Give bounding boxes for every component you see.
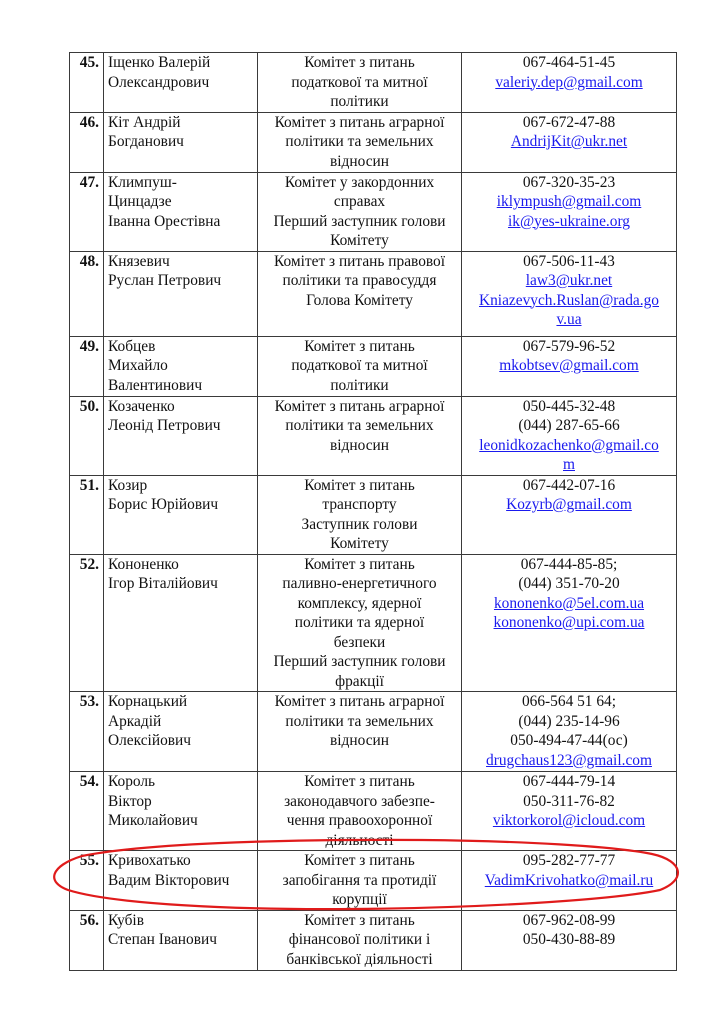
email-link[interactable]: drugchaus123@gmail.com xyxy=(486,751,652,769)
deputy-name xyxy=(104,112,258,172)
committee-line: політики та ядерної xyxy=(294,614,425,631)
committee-line: Комітет з питань xyxy=(304,476,415,494)
phone: 050-445-32-48 xyxy=(522,397,616,415)
committee-line: Перший заступник голови xyxy=(273,212,446,230)
row-number: 49. xyxy=(70,336,104,396)
email-link[interactable]: iklympush@gmail.com xyxy=(496,193,642,210)
name-line: Миколайович xyxy=(108,812,198,829)
name-line: Кривохатько xyxy=(108,852,191,869)
email-link[interactable]: viktorkorol@icloud.com xyxy=(492,812,646,829)
name-line: Король xyxy=(108,773,156,790)
email-link[interactable]: valeriy.dep@gmail.com xyxy=(495,73,643,91)
committee-line: фракції xyxy=(335,672,384,690)
name-line: Кіт Андрій xyxy=(108,113,181,131)
committee-line: транспорту xyxy=(322,496,397,513)
committee-line: Комітет з питань xyxy=(304,911,415,929)
name-line: Кобцев xyxy=(108,337,156,355)
contacts xyxy=(462,851,677,911)
committee-line: відносин xyxy=(330,436,389,454)
phone: 067-464-51-45 xyxy=(522,54,616,71)
email-link[interactable]: AndrijKit@ukr.net xyxy=(510,133,628,150)
committee-line: Комітет з питань аграрної xyxy=(274,113,445,131)
row-number: 56. xyxy=(70,910,104,970)
name-line: Борис Юрійович xyxy=(108,496,219,513)
row-number: 50. xyxy=(70,396,104,475)
committee-line: політики та земельних xyxy=(285,417,434,434)
committee xyxy=(258,772,462,851)
contacts xyxy=(462,251,677,336)
committee-line: політики та земельних xyxy=(285,133,434,150)
phone: 067-442-07-16 xyxy=(522,476,616,494)
phone: 067-962-08-99 xyxy=(522,911,616,929)
name-line: Климпуш- xyxy=(108,173,177,191)
committee-line: відносин xyxy=(330,732,389,749)
committee xyxy=(258,251,462,336)
table-row xyxy=(70,910,677,970)
name-line: Аркадій xyxy=(108,712,162,730)
contacts xyxy=(462,53,677,113)
email-link-continuation[interactable]: v.ua xyxy=(556,311,582,328)
committee-line: Перший заступник голови xyxy=(273,653,446,670)
committee-line: Комітет з питань xyxy=(304,54,415,71)
contacts xyxy=(462,772,677,851)
phone: (044) 351-70-20 xyxy=(518,575,620,592)
deputy-name xyxy=(104,172,258,251)
contacts xyxy=(462,172,677,251)
phone: 050-311-76-82 xyxy=(523,792,615,810)
email-link[interactable]: law3@ukr.net xyxy=(525,272,613,289)
row-number: 54. xyxy=(70,772,104,851)
deputy-name xyxy=(104,53,258,113)
name-line: Руслан Петрович xyxy=(108,272,222,289)
name-line: Корнацький xyxy=(108,693,188,710)
name-line: Князевич xyxy=(108,252,170,270)
committee-line: законодавчого забезпе- xyxy=(284,792,435,810)
committee-line: Комітету xyxy=(330,232,389,249)
name-line: Кубів xyxy=(108,911,144,929)
committee-line: діяльності xyxy=(325,831,394,849)
phone: 050-494-47-44(ос) xyxy=(510,732,628,749)
table-row xyxy=(70,112,677,172)
deputy-name xyxy=(104,251,258,336)
email-link[interactable]: Kniazevych.Ruslan@rada.go xyxy=(479,291,659,309)
email-link[interactable]: mkobtsev@gmail.com xyxy=(499,357,639,374)
deputy-name xyxy=(104,851,258,911)
name-line: Вадим Вікторович xyxy=(108,871,230,889)
deputy-name xyxy=(104,554,258,692)
deputy-name xyxy=(104,772,258,851)
deputy-name xyxy=(104,910,258,970)
committee xyxy=(258,172,462,251)
committee-line: Комітет з питань xyxy=(304,773,415,790)
phone: 067-579-96-52 xyxy=(522,337,616,355)
committee xyxy=(258,851,462,911)
email-link[interactable]: kononenko@upi.com.ua xyxy=(493,614,645,631)
committee xyxy=(258,475,462,554)
name-line: Валентинович xyxy=(108,376,203,394)
committee-line: фінансової політики і xyxy=(288,931,431,948)
phone: (044) 287-65-66 xyxy=(518,417,620,434)
committee-line: справах xyxy=(333,193,386,210)
row-number: 53. xyxy=(70,692,104,772)
email-link[interactable]: ik@yes-ukraine.org xyxy=(507,212,631,230)
table-row xyxy=(70,172,677,251)
committee-line: Комітет з питань xyxy=(304,852,415,869)
row-number: 45. xyxy=(70,53,104,113)
row-number: 52. xyxy=(70,554,104,692)
committee xyxy=(258,53,462,113)
contacts xyxy=(462,475,677,554)
phone: 050-430-88-89 xyxy=(522,931,616,948)
row-number: 47. xyxy=(70,172,104,251)
committee-line: чення правоохоронної xyxy=(286,812,433,829)
contacts xyxy=(462,112,677,172)
committee-line: політики xyxy=(330,93,389,110)
committee xyxy=(258,554,462,692)
phone: 067-506-11-43 xyxy=(523,252,615,270)
committee-line: податкової та митної xyxy=(291,73,428,91)
committee-line: паливно-енергетичного xyxy=(282,575,437,592)
row-number: 48. xyxy=(70,251,104,336)
committee-line: політики та правосуддя xyxy=(282,272,437,289)
committee-line: банківської діяльності xyxy=(286,950,433,968)
committee-line: відносин xyxy=(330,152,389,170)
name-line: Олександрович xyxy=(108,73,210,91)
committee-line: Комітету xyxy=(330,535,389,552)
phone: 067-320-35-23 xyxy=(522,173,616,191)
committee-line: Заступник голови xyxy=(301,515,418,533)
row-number: 55. xyxy=(70,851,104,911)
committee-line: політики xyxy=(330,376,389,394)
contacts xyxy=(462,336,677,396)
contacts xyxy=(462,396,677,475)
table-row xyxy=(70,475,677,554)
committee xyxy=(258,112,462,172)
deputy-name xyxy=(104,396,258,475)
deputy-name xyxy=(104,475,258,554)
committee-line: податкової та митної xyxy=(291,357,428,374)
name-line: Михайло xyxy=(108,357,168,374)
phone: 067-444-85-85; xyxy=(520,555,618,573)
name-line: Козир xyxy=(108,476,148,494)
table-row xyxy=(70,692,677,772)
name-line: Ігор Віталійович xyxy=(108,575,218,592)
email-link[interactable]: VadimKrivohatko@mail.ru xyxy=(484,871,654,889)
committee-line: Комітет з питань xyxy=(304,337,415,355)
deputy-name xyxy=(104,336,258,396)
committee-line: комплексу, ядерної xyxy=(297,594,422,612)
name-line: Богданович xyxy=(108,133,184,150)
name-line: Іщенко Валерій xyxy=(108,54,211,71)
email-link[interactable]: leonidkozachenko@gmail.co xyxy=(479,436,659,454)
committee-line: Комітет з питань правової xyxy=(273,252,446,270)
name-line: Олексійович xyxy=(108,732,192,749)
committee xyxy=(258,336,462,396)
table-row-highlighted xyxy=(70,851,677,911)
committee-line: корупції xyxy=(332,891,387,908)
name-line: Цинцадзе xyxy=(108,193,172,210)
email-link-continuation[interactable]: m xyxy=(563,456,575,473)
committee-line: Комітет з питань xyxy=(304,555,415,573)
phone: (044) 235-14-96 xyxy=(518,712,620,730)
committee xyxy=(258,692,462,772)
committee-line: Комітет з питань аграрної xyxy=(274,397,445,415)
committee-line: політики та земельних xyxy=(285,712,434,730)
committee-line: Комітет у закордонних xyxy=(284,173,435,191)
name-line: Козаченко xyxy=(108,397,175,415)
phone: 095-282-77-77 xyxy=(522,852,616,869)
name-line: Іванна Орестівна xyxy=(108,212,221,230)
phone: 067-444-79-14 xyxy=(522,773,616,790)
row-number: 51. xyxy=(70,475,104,554)
deputy-name xyxy=(104,692,258,772)
table-row xyxy=(70,336,677,396)
contacts xyxy=(462,554,677,692)
contacts xyxy=(462,910,677,970)
email-link[interactable]: kononenko@5el.com.ua xyxy=(493,594,645,612)
phone: 067-672-47-88 xyxy=(522,113,616,131)
table-row xyxy=(70,396,677,475)
committee-line: Голова Комітету xyxy=(306,291,413,309)
deputies-contact-table xyxy=(69,52,677,971)
contacts xyxy=(462,692,677,772)
committee-line: Комітет з питань аграрної xyxy=(274,693,445,710)
table-row xyxy=(70,251,677,336)
phone: 066-564 51 64; xyxy=(521,693,617,710)
committee xyxy=(258,396,462,475)
table-row xyxy=(70,772,677,851)
row-number: 46. xyxy=(70,112,104,172)
committee-line: запобігання та протидії xyxy=(282,871,437,889)
table-body xyxy=(70,53,677,971)
table-row xyxy=(70,53,677,113)
committee-line: безпеки xyxy=(333,633,386,651)
email-link[interactable]: Kozyrb@gmail.com xyxy=(506,496,632,513)
committee xyxy=(258,910,462,970)
name-line: Леонід Петрович xyxy=(108,417,221,434)
name-line: Степан Іванович xyxy=(108,931,217,948)
table-row xyxy=(70,554,677,692)
name-line: Кононенко xyxy=(108,555,179,573)
name-line: Віктор xyxy=(108,792,152,810)
